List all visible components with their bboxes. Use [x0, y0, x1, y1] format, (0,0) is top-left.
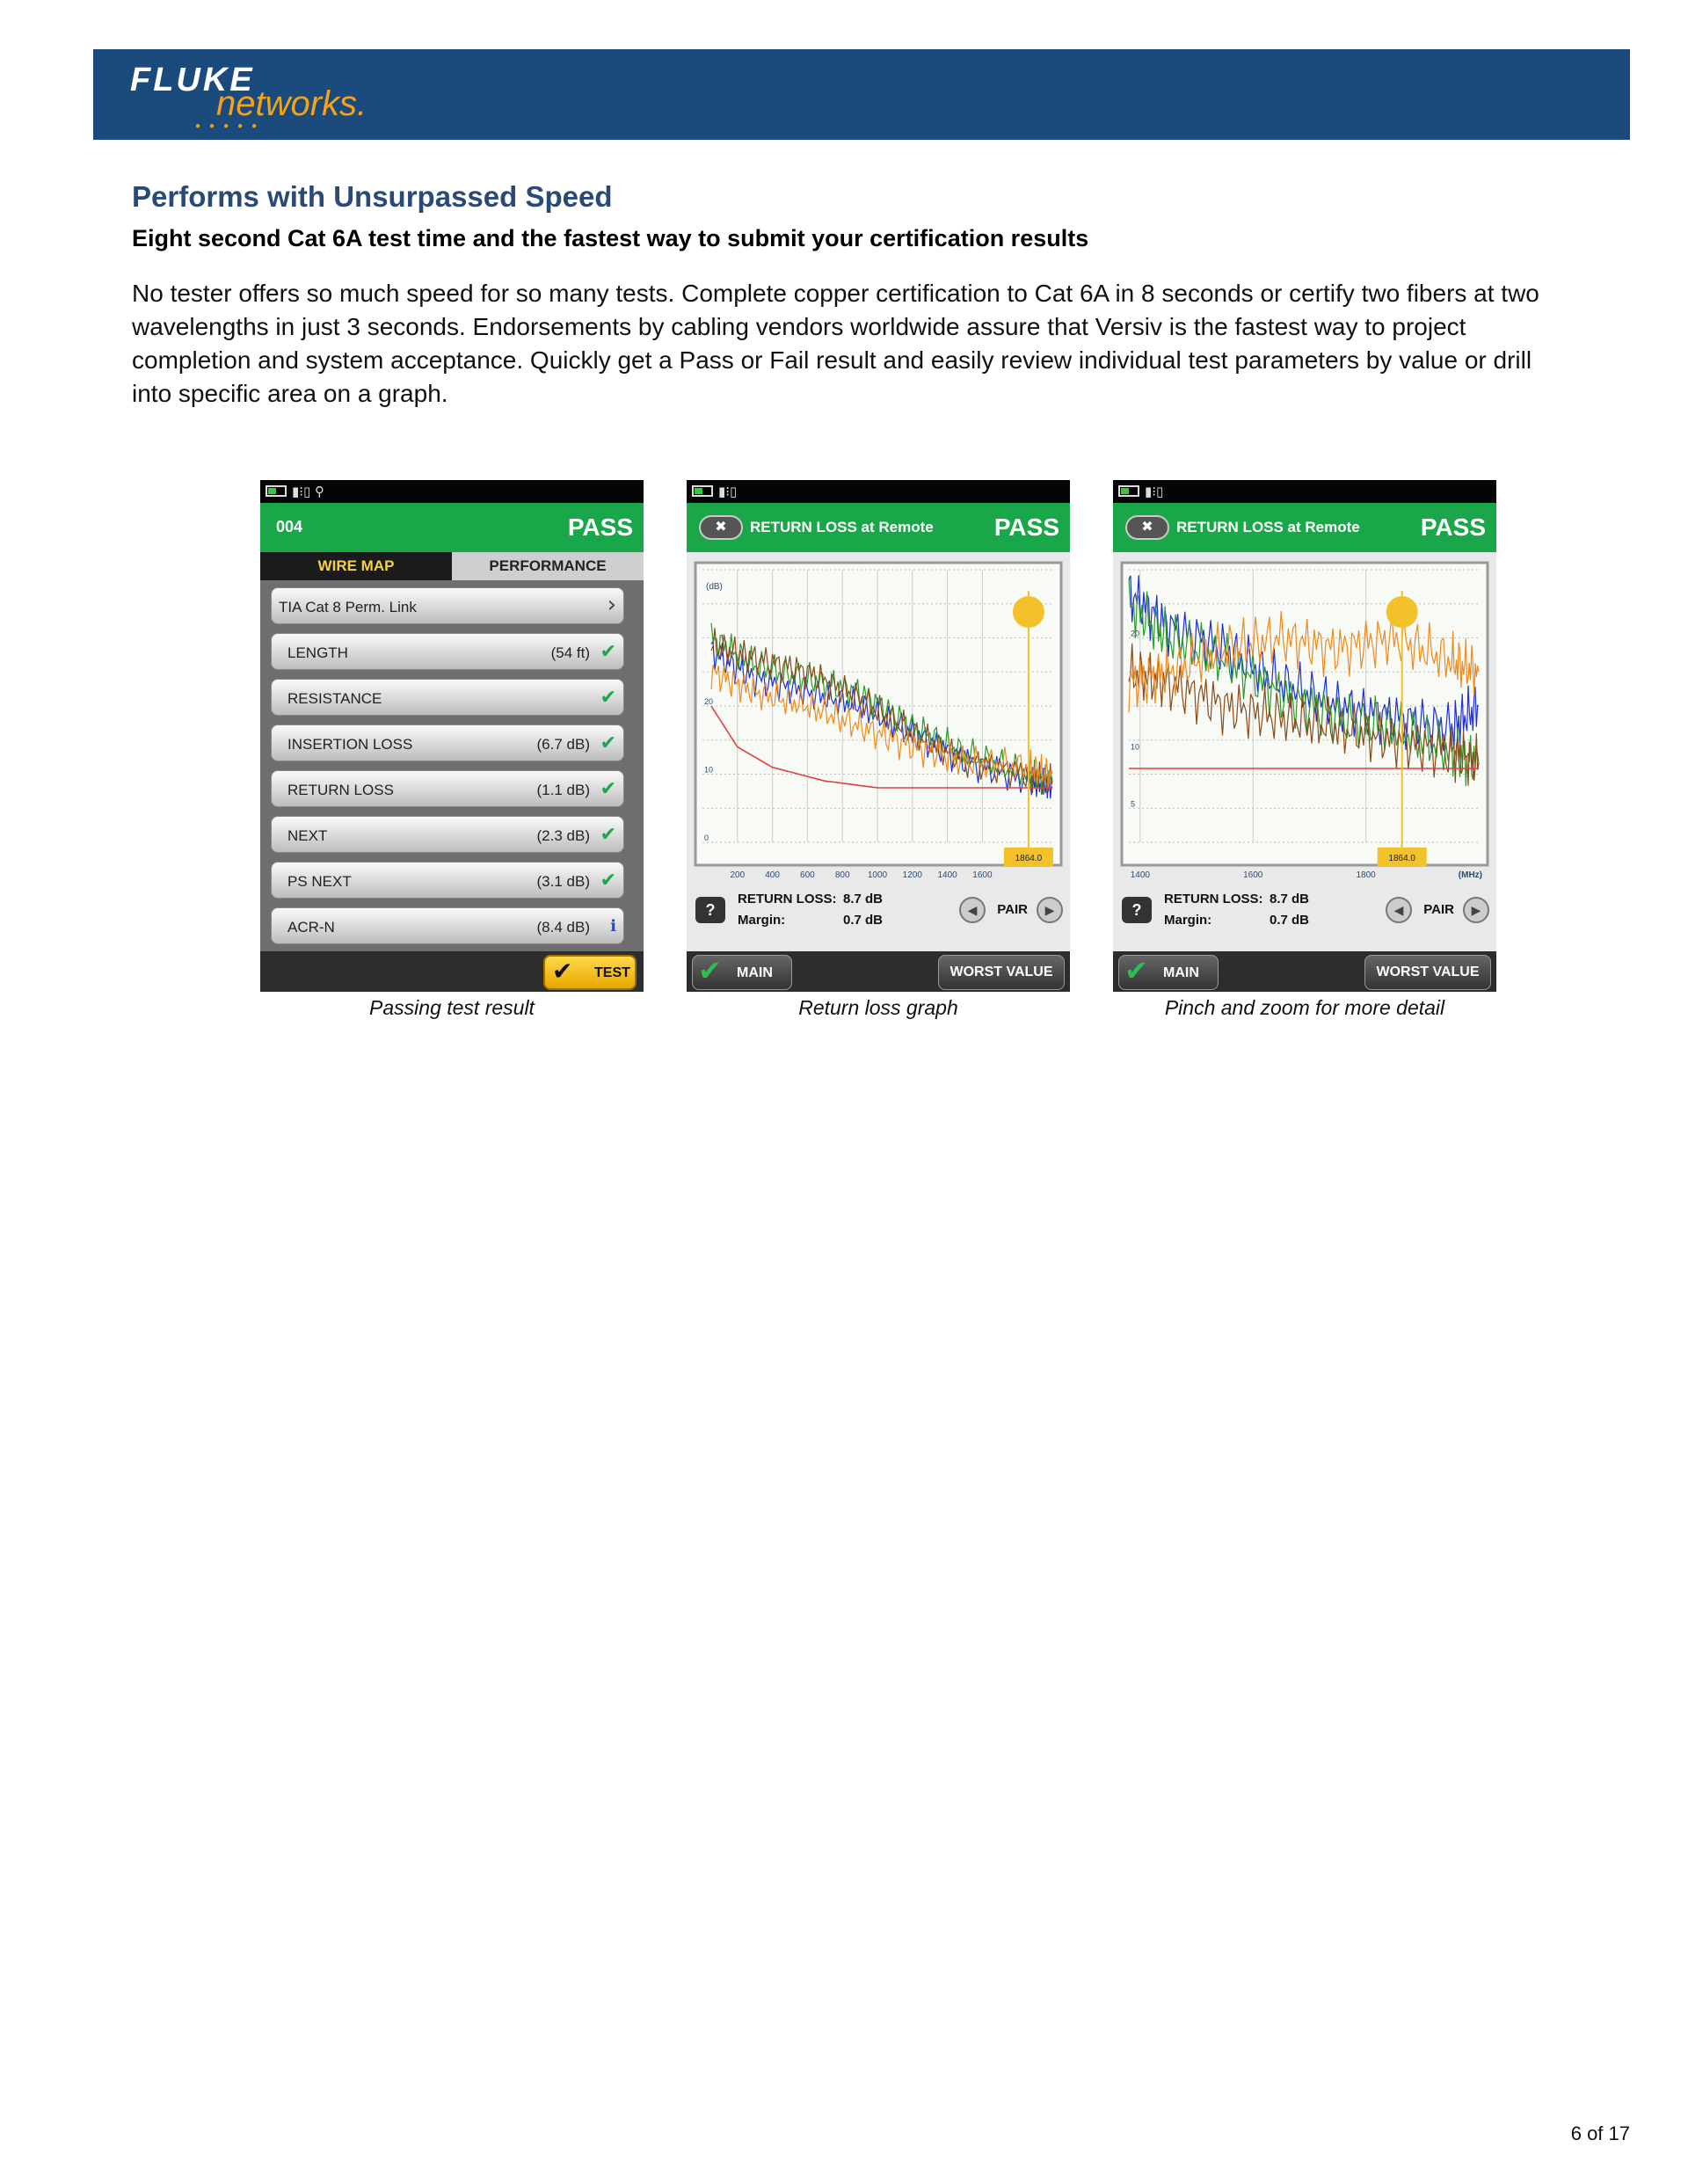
- y-tick-label: 5: [1131, 799, 1136, 809]
- caption-pinch-zoom: Pinch and zoom for more detail: [1164, 996, 1445, 1019]
- result-row[interactable]: [271, 907, 624, 944]
- readout-label-margin: Margin:: [1164, 913, 1212, 928]
- x-tick-label: 1200: [902, 870, 922, 880]
- chevron-right-icon: ›: [607, 592, 616, 618]
- help-icon[interactable]: ?: [1122, 897, 1152, 923]
- main-button[interactable]: [1118, 955, 1219, 990]
- close-icon[interactable]: ✖: [699, 515, 743, 540]
- pass-label: PASS: [567, 513, 633, 541]
- result-row-value: (6.7 dB): [536, 736, 590, 753]
- battery-icon: [692, 485, 713, 497]
- header-banner: [93, 49, 1630, 140]
- caption-passing-result: Passing test result: [369, 996, 535, 1019]
- check-icon: ✔: [600, 824, 616, 846]
- pair-next-icon[interactable]: ▶: [1463, 897, 1489, 923]
- result-row-label: ACR-N: [287, 919, 335, 935]
- check-icon: ✔: [600, 870, 616, 892]
- check-icon: ✔: [600, 687, 616, 709]
- check-icon: ✔: [600, 778, 616, 800]
- result-row[interactable]: [271, 587, 624, 624]
- result-row-value: (8.4 dB): [536, 919, 590, 935]
- close-icon[interactable]: ✖: [1125, 515, 1169, 540]
- fluke-networks-logo: [130, 62, 394, 132]
- logo-fluke-text: FLUKE: [130, 62, 255, 98]
- result-row-label: LENGTH: [287, 644, 348, 661]
- y-tick-label: 0: [704, 834, 709, 842]
- graph-titlebar: [1113, 503, 1496, 552]
- pass-label: PASS: [1420, 513, 1486, 541]
- result-titlebar: [260, 503, 644, 552]
- main-button[interactable]: [692, 955, 792, 990]
- test-id: 004: [276, 518, 303, 535]
- readout-value-return-loss: 8.7 dB: [1270, 892, 1310, 906]
- cursor-label: 1864.0: [1388, 854, 1415, 863]
- section-title: Performs with Unsurpassed Speed: [132, 180, 613, 213]
- check-icon: ✔: [1124, 954, 1148, 987]
- y-tick-label: 20: [704, 697, 714, 706]
- readout-value-margin: 0.7 dB: [843, 913, 884, 928]
- x-tick-label: 200: [730, 870, 746, 880]
- check-icon: ✔: [552, 957, 573, 986]
- result-row-label: NEXT: [287, 827, 328, 844]
- screenshot-pinch-zoom: [1113, 480, 1496, 992]
- result-row[interactable]: [271, 679, 624, 716]
- section-subtitle: Eight second Cat 6A test time and the fastest way to submit your certification results: [132, 225, 1089, 251]
- status-icons: ▮⁝▯: [718, 484, 738, 499]
- x-tick-label: 400: [765, 870, 780, 880]
- graph-title: RETURN LOSS at Remote: [1176, 519, 1360, 535]
- bottom-bar: [1113, 951, 1496, 992]
- y-tick-label: 10: [704, 765, 714, 775]
- battery-icon: [266, 485, 287, 497]
- pair-label: PAIR: [1423, 902, 1454, 917]
- y-axis-label: (dB): [706, 582, 723, 592]
- body-paragraph: No tester offers so much speed for so many tests. Complete copper certification to Cat 6A in 8 seconds or certify two fibers at two wavelengths in just 3 seconds. Endorsements by cabling vendors worldwide assure that Versiv is the fastest way to project completion and system acceptance. Quickly get a Pass or Fail result and easily review individual test parameters by value or drill into specific area on a graph.: [132, 280, 1539, 407]
- cursor-handle: [1386, 596, 1418, 628]
- result-row-label: INSERTION LOSS: [287, 736, 413, 753]
- x-tick-label: 1000: [867, 870, 888, 880]
- readout-value-return-loss: 8.7 dB: [843, 892, 884, 906]
- result-row-value: (1.1 dB): [536, 782, 590, 798]
- status-icons: ▮⁝▯ ⚲: [292, 484, 325, 499]
- y-tick-label: 10: [1131, 742, 1140, 752]
- screenshot-return-loss-graph: [687, 480, 1070, 992]
- check-icon: ✔: [698, 954, 722, 987]
- result-row-label: TIA Cat 8 Perm. Link: [279, 599, 417, 615]
- pair-next-icon[interactable]: ▶: [1037, 897, 1063, 923]
- result-row[interactable]: [271, 633, 624, 670]
- result-row[interactable]: [271, 816, 624, 853]
- bottom-bar: [687, 951, 1070, 992]
- readout-label-margin: Margin:: [738, 913, 786, 928]
- test-button[interactable]: [543, 955, 637, 990]
- page-number: 6 of 17: [1570, 2122, 1630, 2144]
- result-row[interactable]: [271, 770, 624, 807]
- cursor-handle: [1013, 596, 1044, 628]
- battery-icon: [1118, 485, 1139, 497]
- zoomed-return-loss-chart[interactable]: [1113, 552, 1496, 883]
- help-icon[interactable]: ?: [695, 897, 725, 923]
- pair-prev-icon[interactable]: ◀: [1386, 897, 1412, 923]
- caption-return-loss-graph: Return loss graph: [798, 996, 958, 1019]
- x-tick-label: 1400: [1130, 870, 1150, 880]
- info-icon: ℹ: [610, 917, 616, 935]
- result-row-value: (54 ft): [550, 644, 590, 661]
- check-icon: ✔: [600, 641, 616, 663]
- pair-prev-icon[interactable]: ◀: [959, 897, 986, 923]
- result-row-label: RETURN LOSS: [287, 782, 394, 798]
- x-axis-label: (MHz): [1458, 870, 1482, 880]
- result-row-value: (2.3 dB): [536, 827, 590, 844]
- status-bar: [687, 480, 1070, 503]
- status-bar: [260, 480, 644, 503]
- y-tick-label: 20: [1131, 629, 1140, 638]
- x-tick-label: 1600: [972, 870, 993, 880]
- x-tick-label: 800: [834, 870, 850, 880]
- main-button-label: MAIN: [737, 965, 773, 980]
- graph-area: [1113, 552, 1496, 951]
- graph-titlebar: [687, 503, 1070, 552]
- result-row-label: PS NEXT: [287, 873, 352, 890]
- tab-performance[interactable]: PERFORMANCE: [452, 552, 644, 580]
- readout-label-return-loss: RETURN LOSS:: [738, 892, 837, 906]
- main-button-label: MAIN: [1163, 965, 1199, 980]
- bottom-bar: [260, 951, 644, 992]
- graph-title: RETURN LOSS at Remote: [750, 519, 934, 535]
- readout-panel: [1113, 883, 1496, 951]
- check-icon: ✔: [600, 732, 616, 754]
- pass-label: PASS: [993, 513, 1059, 541]
- readout-panel: [687, 883, 1070, 951]
- result-tabs: [260, 552, 644, 580]
- result-row-value: (3.1 dB): [536, 873, 590, 890]
- test-button-label: TEST: [594, 965, 630, 980]
- status-bar: [1113, 480, 1496, 503]
- readout-label-return-loss: RETURN LOSS:: [1164, 892, 1263, 906]
- result-row[interactable]: [271, 862, 624, 899]
- result-row[interactable]: [271, 724, 624, 761]
- logo-dots-icon: ●●●●●: [195, 121, 266, 131]
- result-row-label: RESISTANCE: [287, 690, 382, 707]
- readout-value-margin: 0.7 dB: [1270, 913, 1310, 928]
- screenshot-passing-result: [260, 480, 644, 992]
- status-icons: ▮⁝▯: [1145, 484, 1164, 499]
- x-tick-label: 1600: [1243, 870, 1263, 880]
- worst-value-button[interactable]: WORST VALUE: [1364, 955, 1491, 990]
- pair-label: PAIR: [997, 902, 1028, 917]
- worst-value-button[interactable]: WORST VALUE: [938, 955, 1065, 990]
- x-tick-label: 1800: [1356, 870, 1376, 880]
- tab-wire-map[interactable]: WIRE MAP: [260, 552, 452, 580]
- x-tick-label: 600: [800, 870, 815, 880]
- graph-area: [687, 552, 1070, 951]
- cursor-label: 1864.0: [1015, 854, 1043, 863]
- result-list: [260, 580, 644, 951]
- return-loss-chart[interactable]: [687, 552, 1070, 883]
- logo-networks-text: networks.: [216, 84, 367, 123]
- x-tick-label: 1400: [937, 870, 957, 880]
